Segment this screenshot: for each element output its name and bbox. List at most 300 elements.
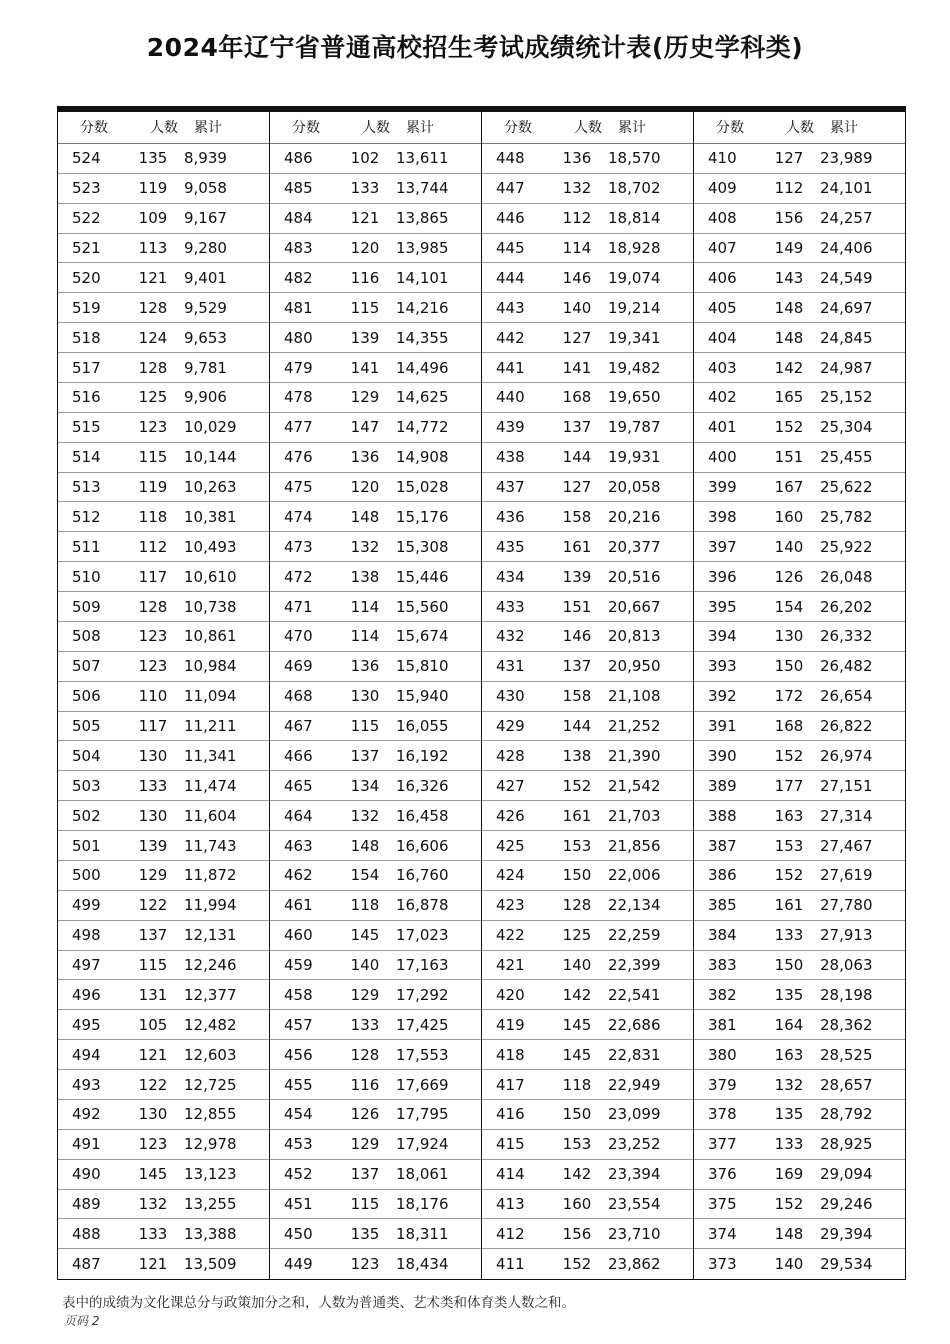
count-cell: 121 bbox=[138, 1045, 168, 1064]
count-cell: 126 bbox=[350, 1105, 380, 1124]
score-cell: 397 bbox=[708, 537, 737, 556]
cumulative-cell: 14,496 bbox=[396, 358, 449, 377]
table-row bbox=[482, 174, 693, 204]
score-cell: 459 bbox=[284, 956, 313, 975]
score-cell: 382 bbox=[708, 985, 737, 1004]
cumulative-cell: 26,654 bbox=[820, 687, 873, 706]
count-cell: 152 bbox=[774, 866, 804, 885]
score-cell: 515 bbox=[72, 418, 101, 437]
header-count: 人数 bbox=[786, 120, 814, 137]
count-cell: 116 bbox=[350, 1075, 380, 1094]
score-cell: 433 bbox=[496, 597, 525, 616]
score-cell: 473 bbox=[284, 537, 313, 556]
cumulative-cell: 23,554 bbox=[608, 1195, 661, 1214]
table-row bbox=[58, 323, 269, 353]
score-cell: 407 bbox=[708, 239, 737, 258]
header-count: 人数 bbox=[362, 120, 390, 137]
score-cell: 379 bbox=[708, 1075, 737, 1094]
table-row bbox=[482, 383, 693, 413]
cumulative-cell: 25,922 bbox=[820, 537, 873, 556]
count-cell: 115 bbox=[350, 717, 380, 736]
cumulative-cell: 28,925 bbox=[820, 1135, 873, 1154]
table-row bbox=[270, 1070, 481, 1100]
count-cell: 145 bbox=[138, 1165, 168, 1184]
table-row bbox=[58, 831, 269, 861]
count-cell: 158 bbox=[562, 687, 592, 706]
score-cell: 386 bbox=[708, 866, 737, 885]
cumulative-cell: 11,211 bbox=[184, 717, 237, 736]
table-row bbox=[58, 443, 269, 473]
cumulative-cell: 14,908 bbox=[396, 448, 449, 467]
score-cell: 491 bbox=[72, 1135, 101, 1154]
count-cell: 150 bbox=[774, 956, 804, 975]
cumulative-cell: 9,167 bbox=[184, 209, 227, 228]
count-cell: 126 bbox=[774, 567, 804, 586]
table-row bbox=[694, 1010, 905, 1040]
table-row bbox=[58, 1160, 269, 1190]
score-cell: 441 bbox=[496, 358, 525, 377]
cumulative-cell: 20,813 bbox=[608, 627, 661, 646]
score-cell: 463 bbox=[284, 836, 313, 855]
count-cell: 129 bbox=[350, 985, 380, 1004]
table-row bbox=[694, 861, 905, 891]
cumulative-cell: 19,787 bbox=[608, 418, 661, 437]
table-row bbox=[482, 1130, 693, 1160]
table-row bbox=[270, 1040, 481, 1070]
cumulative-cell: 24,101 bbox=[820, 179, 873, 198]
cumulative-cell: 14,625 bbox=[396, 388, 449, 407]
table-row bbox=[58, 861, 269, 891]
table-row bbox=[694, 1249, 905, 1279]
table-row bbox=[482, 1249, 693, 1279]
table-row bbox=[694, 234, 905, 264]
score-cell: 396 bbox=[708, 567, 737, 586]
table-row bbox=[270, 980, 481, 1010]
score-cell: 460 bbox=[284, 926, 313, 945]
table-row bbox=[270, 891, 481, 921]
table-row bbox=[694, 323, 905, 353]
table-row bbox=[694, 204, 905, 234]
count-cell: 146 bbox=[562, 268, 592, 287]
count-cell: 141 bbox=[350, 358, 380, 377]
table-row bbox=[694, 174, 905, 204]
cumulative-cell: 10,861 bbox=[184, 627, 237, 646]
table-row bbox=[694, 413, 905, 443]
score-cell: 520 bbox=[72, 268, 101, 287]
score-cell: 461 bbox=[284, 896, 313, 915]
count-cell: 161 bbox=[562, 806, 592, 825]
cumulative-cell: 20,950 bbox=[608, 657, 661, 676]
table-row bbox=[482, 712, 693, 742]
table-row bbox=[482, 413, 693, 443]
table-row bbox=[270, 293, 481, 323]
table-header-row bbox=[482, 112, 693, 144]
score-cell: 506 bbox=[72, 687, 101, 706]
cumulative-cell: 10,493 bbox=[184, 537, 237, 556]
score-cell: 427 bbox=[496, 776, 525, 795]
score-cell: 488 bbox=[72, 1224, 101, 1243]
cumulative-cell: 17,924 bbox=[396, 1135, 449, 1154]
count-cell: 172 bbox=[774, 687, 804, 706]
cumulative-cell: 21,252 bbox=[608, 717, 661, 736]
table-row bbox=[270, 1219, 481, 1249]
table-row bbox=[694, 771, 905, 801]
count-cell: 138 bbox=[350, 567, 380, 586]
cumulative-cell: 11,604 bbox=[184, 806, 237, 825]
cumulative-cell: 23,394 bbox=[608, 1165, 661, 1184]
cumulative-cell: 21,108 bbox=[608, 687, 661, 706]
table-row bbox=[482, 771, 693, 801]
table-row bbox=[58, 712, 269, 742]
score-cell: 429 bbox=[496, 717, 525, 736]
count-cell: 132 bbox=[774, 1075, 804, 1094]
table-row bbox=[694, 1160, 905, 1190]
table-row bbox=[694, 502, 905, 532]
table-row bbox=[694, 891, 905, 921]
score-cell: 521 bbox=[72, 239, 101, 258]
cumulative-cell: 21,390 bbox=[608, 746, 661, 765]
cumulative-cell: 20,216 bbox=[608, 507, 661, 526]
score-cell: 420 bbox=[496, 985, 525, 1004]
count-cell: 140 bbox=[350, 956, 380, 975]
cumulative-cell: 15,940 bbox=[396, 687, 449, 706]
count-cell: 137 bbox=[138, 926, 168, 945]
table-row bbox=[482, 1100, 693, 1130]
cumulative-cell: 11,872 bbox=[184, 866, 237, 885]
table-row bbox=[482, 801, 693, 831]
cumulative-cell: 26,332 bbox=[820, 627, 873, 646]
score-cell: 418 bbox=[496, 1045, 525, 1064]
page-title: 2024年辽宁省普通高校招生考试成绩统计表(历史学科类) bbox=[146, 33, 804, 62]
score-cell: 378 bbox=[708, 1105, 737, 1124]
cumulative-cell: 27,151 bbox=[820, 776, 873, 795]
score-cell: 373 bbox=[708, 1255, 737, 1274]
count-cell: 145 bbox=[350, 926, 380, 945]
table-row bbox=[482, 622, 693, 652]
cumulative-cell: 22,399 bbox=[608, 956, 661, 975]
table-row bbox=[58, 293, 269, 323]
cumulative-cell: 9,058 bbox=[184, 179, 227, 198]
count-cell: 133 bbox=[774, 1135, 804, 1154]
table-row bbox=[694, 921, 905, 951]
cumulative-cell: 10,610 bbox=[184, 567, 237, 586]
cumulative-cell: 10,144 bbox=[184, 448, 237, 467]
score-cell: 413 bbox=[496, 1195, 525, 1214]
count-cell: 129 bbox=[350, 388, 380, 407]
count-cell: 134 bbox=[350, 776, 380, 795]
score-cell: 483 bbox=[284, 239, 313, 258]
cumulative-cell: 26,482 bbox=[820, 657, 873, 676]
cumulative-cell: 26,822 bbox=[820, 717, 873, 736]
score-cell: 472 bbox=[284, 567, 313, 586]
score-cell: 409 bbox=[708, 179, 737, 198]
cumulative-cell: 14,101 bbox=[396, 268, 449, 287]
table-row bbox=[58, 682, 269, 712]
count-cell: 117 bbox=[138, 717, 168, 736]
cumulative-cell: 29,094 bbox=[820, 1165, 873, 1184]
table-row bbox=[270, 1100, 481, 1130]
cumulative-cell: 10,381 bbox=[184, 507, 237, 526]
score-cell: 480 bbox=[284, 328, 313, 347]
table-row bbox=[482, 951, 693, 981]
cumulative-cell: 9,529 bbox=[184, 298, 227, 317]
count-cell: 112 bbox=[774, 179, 804, 198]
table-row bbox=[270, 1160, 481, 1190]
table-row bbox=[482, 921, 693, 951]
count-cell: 127 bbox=[562, 478, 592, 497]
score-cell: 405 bbox=[708, 298, 737, 317]
table-row bbox=[58, 891, 269, 921]
cumulative-cell: 12,603 bbox=[184, 1045, 237, 1064]
table-row bbox=[270, 443, 481, 473]
header-cumulative: 累计 bbox=[406, 120, 434, 137]
score-cell: 478 bbox=[284, 388, 313, 407]
count-cell: 142 bbox=[774, 358, 804, 377]
table-row bbox=[482, 861, 693, 891]
count-cell: 124 bbox=[138, 328, 168, 347]
cumulative-cell: 24,697 bbox=[820, 298, 873, 317]
score-cell: 468 bbox=[284, 687, 313, 706]
cumulative-cell: 23,710 bbox=[608, 1224, 661, 1243]
table-row bbox=[694, 652, 905, 682]
count-cell: 112 bbox=[138, 537, 168, 556]
count-cell: 161 bbox=[774, 896, 804, 915]
score-table bbox=[57, 112, 906, 1280]
count-cell: 139 bbox=[138, 836, 168, 855]
table-row bbox=[482, 323, 693, 353]
cumulative-cell: 27,619 bbox=[820, 866, 873, 885]
table-row bbox=[58, 801, 269, 831]
count-cell: 118 bbox=[350, 896, 380, 915]
cumulative-cell: 28,198 bbox=[820, 985, 873, 1004]
score-cell: 523 bbox=[72, 179, 101, 198]
table-row bbox=[58, 413, 269, 443]
cumulative-cell: 12,978 bbox=[184, 1135, 237, 1154]
count-cell: 154 bbox=[350, 866, 380, 885]
table-row bbox=[694, 682, 905, 712]
count-cell: 153 bbox=[774, 836, 804, 855]
score-cell: 490 bbox=[72, 1165, 101, 1184]
score-cell: 447 bbox=[496, 179, 525, 198]
count-cell: 132 bbox=[138, 1195, 168, 1214]
cumulative-cell: 18,061 bbox=[396, 1165, 449, 1184]
cumulative-cell: 25,782 bbox=[820, 507, 873, 526]
count-cell: 133 bbox=[138, 776, 168, 795]
count-cell: 145 bbox=[562, 1045, 592, 1064]
table-panel bbox=[58, 112, 270, 1279]
score-cell: 516 bbox=[72, 388, 101, 407]
score-cell: 452 bbox=[284, 1165, 313, 1184]
table-row bbox=[482, 1160, 693, 1190]
table-row bbox=[58, 1010, 269, 1040]
cumulative-cell: 24,845 bbox=[820, 328, 873, 347]
score-cell: 391 bbox=[708, 717, 737, 736]
count-cell: 119 bbox=[138, 478, 168, 497]
count-cell: 123 bbox=[138, 418, 168, 437]
score-cell: 443 bbox=[496, 298, 525, 317]
count-cell: 138 bbox=[562, 746, 592, 765]
score-cell: 385 bbox=[708, 896, 737, 915]
count-cell: 133 bbox=[774, 926, 804, 945]
score-cell: 393 bbox=[708, 657, 737, 676]
table-row bbox=[270, 1010, 481, 1040]
count-cell: 143 bbox=[774, 268, 804, 287]
count-cell: 152 bbox=[774, 746, 804, 765]
header-cumulative: 累计 bbox=[830, 120, 858, 137]
score-cell: 445 bbox=[496, 239, 525, 258]
header-score: 分数 bbox=[716, 120, 744, 137]
cumulative-cell: 25,304 bbox=[820, 418, 873, 437]
table-header-row bbox=[58, 112, 269, 144]
cumulative-cell: 14,772 bbox=[396, 418, 449, 437]
table-row bbox=[694, 1040, 905, 1070]
table-row bbox=[482, 502, 693, 532]
score-cell: 392 bbox=[708, 687, 737, 706]
score-cell: 499 bbox=[72, 896, 101, 915]
count-cell: 130 bbox=[774, 627, 804, 646]
count-cell: 132 bbox=[350, 537, 380, 556]
score-cell: 495 bbox=[72, 1015, 101, 1034]
score-cell: 500 bbox=[72, 866, 101, 885]
score-cell: 387 bbox=[708, 836, 737, 855]
table-row bbox=[58, 204, 269, 234]
count-cell: 150 bbox=[562, 866, 592, 885]
count-cell: 128 bbox=[562, 896, 592, 915]
score-cell: 497 bbox=[72, 956, 101, 975]
score-cell: 410 bbox=[708, 149, 737, 168]
cumulative-cell: 22,831 bbox=[608, 1045, 661, 1064]
table-row bbox=[694, 741, 905, 771]
count-cell: 167 bbox=[774, 478, 804, 497]
table-row bbox=[270, 921, 481, 951]
count-cell: 114 bbox=[350, 627, 380, 646]
score-cell: 481 bbox=[284, 298, 313, 317]
table-row bbox=[482, 1190, 693, 1220]
table-row bbox=[694, 263, 905, 293]
count-cell: 151 bbox=[562, 597, 592, 616]
table-row bbox=[270, 682, 481, 712]
cumulative-cell: 15,176 bbox=[396, 507, 449, 526]
score-cell: 462 bbox=[284, 866, 313, 885]
table-row bbox=[694, 1100, 905, 1130]
cumulative-cell: 17,425 bbox=[396, 1015, 449, 1034]
table-row bbox=[58, 353, 269, 383]
count-cell: 160 bbox=[774, 507, 804, 526]
table-row bbox=[482, 891, 693, 921]
count-cell: 118 bbox=[562, 1075, 592, 1094]
count-cell: 140 bbox=[562, 956, 592, 975]
score-cell: 394 bbox=[708, 627, 737, 646]
cumulative-cell: 18,570 bbox=[608, 149, 661, 168]
cumulative-cell: 24,406 bbox=[820, 239, 873, 258]
score-cell: 421 bbox=[496, 956, 525, 975]
table-row bbox=[58, 263, 269, 293]
score-cell: 485 bbox=[284, 179, 313, 198]
score-cell: 456 bbox=[284, 1045, 313, 1064]
count-cell: 128 bbox=[138, 358, 168, 377]
count-cell: 149 bbox=[774, 239, 804, 258]
count-cell: 148 bbox=[350, 507, 380, 526]
cumulative-cell: 18,311 bbox=[396, 1224, 449, 1243]
score-cell: 512 bbox=[72, 507, 101, 526]
score-cell: 450 bbox=[284, 1224, 313, 1243]
count-cell: 137 bbox=[350, 746, 380, 765]
score-cell: 494 bbox=[72, 1045, 101, 1064]
cumulative-cell: 9,781 bbox=[184, 358, 227, 377]
score-cell: 471 bbox=[284, 597, 313, 616]
count-cell: 139 bbox=[350, 328, 380, 347]
header-count: 人数 bbox=[150, 120, 178, 137]
table-row bbox=[270, 1130, 481, 1160]
table-row bbox=[482, 473, 693, 503]
header-score: 分数 bbox=[292, 120, 320, 137]
cumulative-cell: 23,099 bbox=[608, 1105, 661, 1124]
table-row bbox=[58, 1130, 269, 1160]
cumulative-cell: 13,388 bbox=[184, 1224, 237, 1243]
table-row bbox=[270, 592, 481, 622]
score-cell: 457 bbox=[284, 1015, 313, 1034]
score-cell: 505 bbox=[72, 717, 101, 736]
table-row bbox=[482, 1040, 693, 1070]
score-cell: 518 bbox=[72, 328, 101, 347]
score-cell: 417 bbox=[496, 1075, 525, 1094]
cumulative-cell: 9,401 bbox=[184, 268, 227, 287]
score-cell: 374 bbox=[708, 1224, 737, 1243]
count-cell: 151 bbox=[774, 448, 804, 467]
cumulative-cell: 19,214 bbox=[608, 298, 661, 317]
table-row bbox=[58, 144, 269, 174]
count-cell: 152 bbox=[774, 1195, 804, 1214]
score-cell: 482 bbox=[284, 268, 313, 287]
table-row bbox=[58, 473, 269, 503]
score-cell: 517 bbox=[72, 358, 101, 377]
count-cell: 130 bbox=[138, 806, 168, 825]
cumulative-cell: 17,795 bbox=[396, 1105, 449, 1124]
cumulative-cell: 15,446 bbox=[396, 567, 449, 586]
cumulative-cell: 13,123 bbox=[184, 1165, 237, 1184]
score-cell: 415 bbox=[496, 1135, 525, 1154]
score-cell: 381 bbox=[708, 1015, 737, 1034]
score-cell: 501 bbox=[72, 836, 101, 855]
score-cell: 401 bbox=[708, 418, 737, 437]
table-row bbox=[58, 980, 269, 1010]
count-cell: 136 bbox=[350, 657, 380, 676]
table-row bbox=[270, 861, 481, 891]
footnote: 表中的成绩为文化课总分与政策加分之和，人数为普通类、艺术类和体育类人数之和。 bbox=[62, 1295, 575, 1311]
score-cell: 455 bbox=[284, 1075, 313, 1094]
count-cell: 152 bbox=[562, 1255, 592, 1274]
score-cell: 416 bbox=[496, 1105, 525, 1124]
score-cell: 414 bbox=[496, 1165, 525, 1184]
score-cell: 522 bbox=[72, 209, 101, 228]
cumulative-cell: 20,667 bbox=[608, 597, 661, 616]
score-cell: 446 bbox=[496, 209, 525, 228]
table-row bbox=[270, 801, 481, 831]
score-cell: 403 bbox=[708, 358, 737, 377]
count-cell: 161 bbox=[562, 537, 592, 556]
count-cell: 156 bbox=[562, 1224, 592, 1243]
score-cell: 436 bbox=[496, 507, 525, 526]
cumulative-cell: 25,455 bbox=[820, 448, 873, 467]
count-cell: 120 bbox=[350, 239, 380, 258]
count-cell: 118 bbox=[138, 507, 168, 526]
count-cell: 129 bbox=[350, 1135, 380, 1154]
count-cell: 127 bbox=[562, 328, 592, 347]
cumulative-cell: 9,906 bbox=[184, 388, 227, 407]
count-cell: 122 bbox=[138, 1075, 168, 1094]
score-cell: 477 bbox=[284, 418, 313, 437]
cumulative-cell: 19,482 bbox=[608, 358, 661, 377]
